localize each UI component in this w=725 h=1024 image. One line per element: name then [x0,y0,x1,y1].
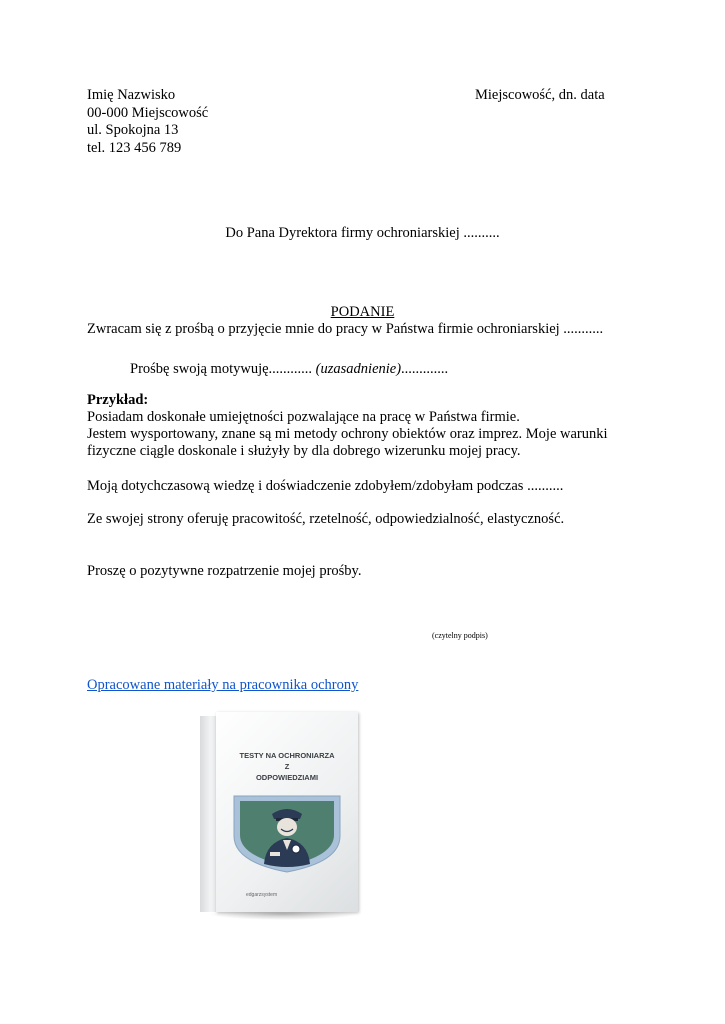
book-front [216,712,358,912]
sender-street: ul. Spokojna 13 [87,122,179,138]
sender-name: Imię Nazwisko [87,87,176,103]
motivation-tail: ............. [401,361,449,377]
sender-phone: tel. 123 456 789 [87,139,182,156]
book-title-line: ODPOWIEDZIAMI [255,773,319,782]
paragraph-line: Ze swojej strony oferuję pracowitość, rzetelność, odpowiedzialność, elastyczność. [87,511,565,527]
security-guard-emblem-icon [230,794,344,874]
paragraph-line: fizyczne ciągle doskonale i służyły by dla dobrego wizerunku mojej pracy. [87,443,521,459]
example-heading: Przykład: [87,392,149,408]
book-title [216,750,358,783]
book-title-line: TESTY NA OCHRONIARZA [239,751,335,760]
motivation-line [130,361,448,378]
request-line: Zwracam się z prośbą o przyjęcie mnie do pracy w Państwa firmie ochroniarskiej ........... [87,321,604,337]
book-publisher: edgarzsystem [246,892,278,898]
closing-line: Proszę o pozytywne rozpatrzenie mojej prośby. [87,563,362,579]
motivation-italic: (uzasadnienie) [315,361,402,377]
recipient-line: Do Pana Dyrektora firmy ochroniarskiej .......... [225,225,500,241]
sender-block [87,87,208,157]
sender-postal: 00-000 Miejscowość [87,104,209,121]
paragraph-line: Jestem wysportowany, znane są mi metody ochrony obiektów oraz imprez. Moje warunki [87,426,608,442]
paragraph-line: Moją dotychczasową wiedzę i doświadczenie zdobyłem/zdobyłam podczas .......... [87,478,564,494]
place-date: Miejscowość, dn. data [475,87,605,103]
materials-link[interactable]: Opracowane materiały na pracownika ochrony [87,677,359,693]
book-cover-image [200,712,360,924]
paragraph-line: Posiadam doskonałe umiejętności pozwalające na pracę w Państwa firmie. [87,409,520,425]
book-title-line: Z [284,762,290,771]
document-title: PODANIE [330,304,395,320]
signature-caption: (czytelny podpis) [432,631,488,640]
motivation-text: Prośbę swoją motywuję............ [130,361,316,377]
